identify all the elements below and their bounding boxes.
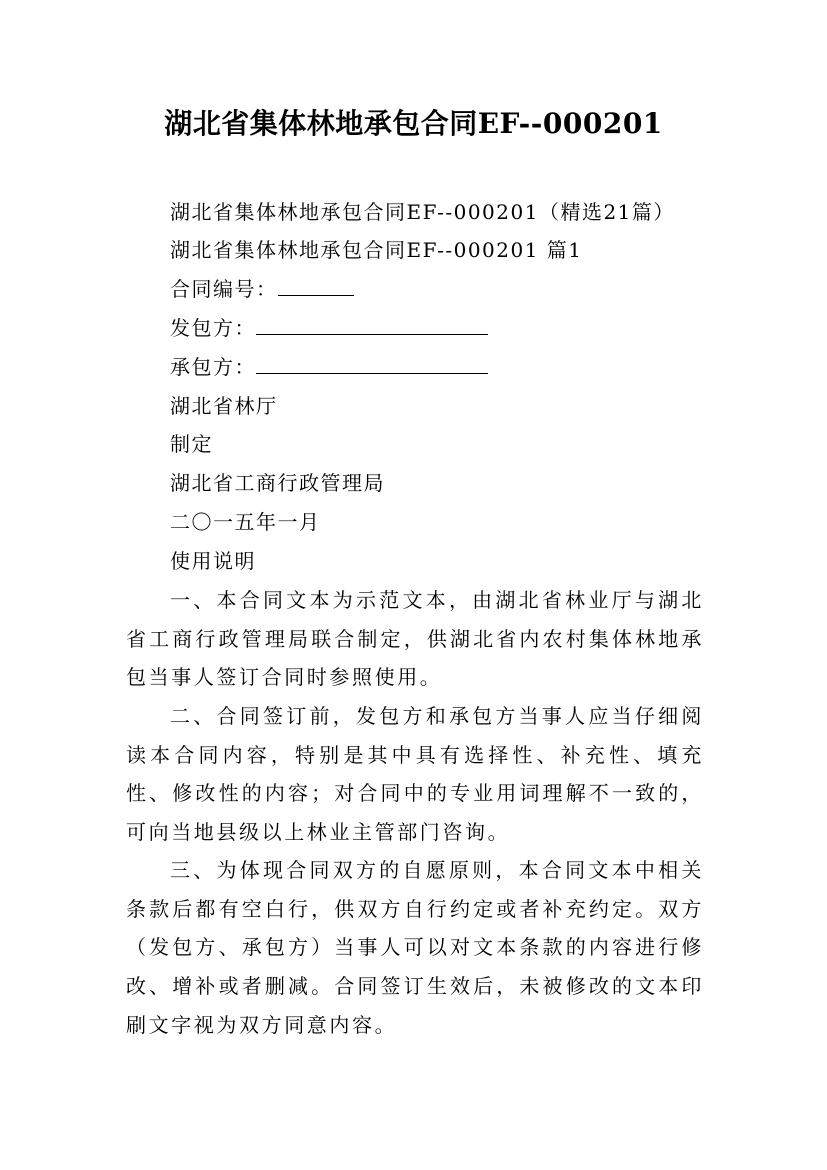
issuer-action: 制定 — [170, 432, 213, 456]
usage-paragraph-2: 二、合同签订前，发包方和承包方当事人应当仔细阅读本合同内容，特别是其中具有选择性、补充性、填充性、修改性的内容；对合同中的专业用词理解不一致的，可向当地县级以上林业主管部门咨询。 — [126, 704, 704, 845]
usage-heading: 使用说明 — [170, 549, 256, 573]
issuer-commerce: 湖北省工商行政管理局 — [170, 471, 385, 495]
contract-number-row — [170, 274, 354, 304]
usage-paragraph-3: 三、为体现合同双方的自愿原则，本合同文本中相关条款后都有空白行，供双方自行约定或者补充约定。双方（发包方、承包方）当事人可以对文本条款的内容进行修改、增补或者删减。合同签订生效后，未被修改的文本印刷文字视为双方同意内容。 — [126, 858, 704, 1037]
contractee-blank[interactable] — [256, 355, 488, 374]
contract-number-blank[interactable] — [278, 277, 354, 296]
document-title: 湖北省集体林地承包合同EF--000201 — [164, 107, 663, 140]
issuer-forestry: 湖北省林厅 — [170, 394, 278, 418]
contractor-label: 发包方： — [170, 316, 256, 340]
collection-title: 湖北省集体林地承包合同EF--000201（精选21篇） — [170, 200, 675, 224]
contractor-row — [170, 313, 488, 343]
contract-number-label: 合同编号： — [170, 277, 278, 301]
article-title: 湖北省集体林地承包合同EF--000201 篇1 — [170, 238, 583, 262]
contractee-row — [170, 352, 488, 382]
contractor-blank[interactable] — [256, 316, 488, 335]
contractee-label: 承包方： — [170, 355, 256, 379]
usage-paragraph-1: 一、本合同文本为示范文本，由湖北省林业厅与湖北省工商行政管理局联合制定，供湖北省内农村集体林地承包当事人签订合同时参照使用。 — [126, 588, 704, 690]
issue-date: 二〇一五年一月 — [170, 510, 321, 534]
